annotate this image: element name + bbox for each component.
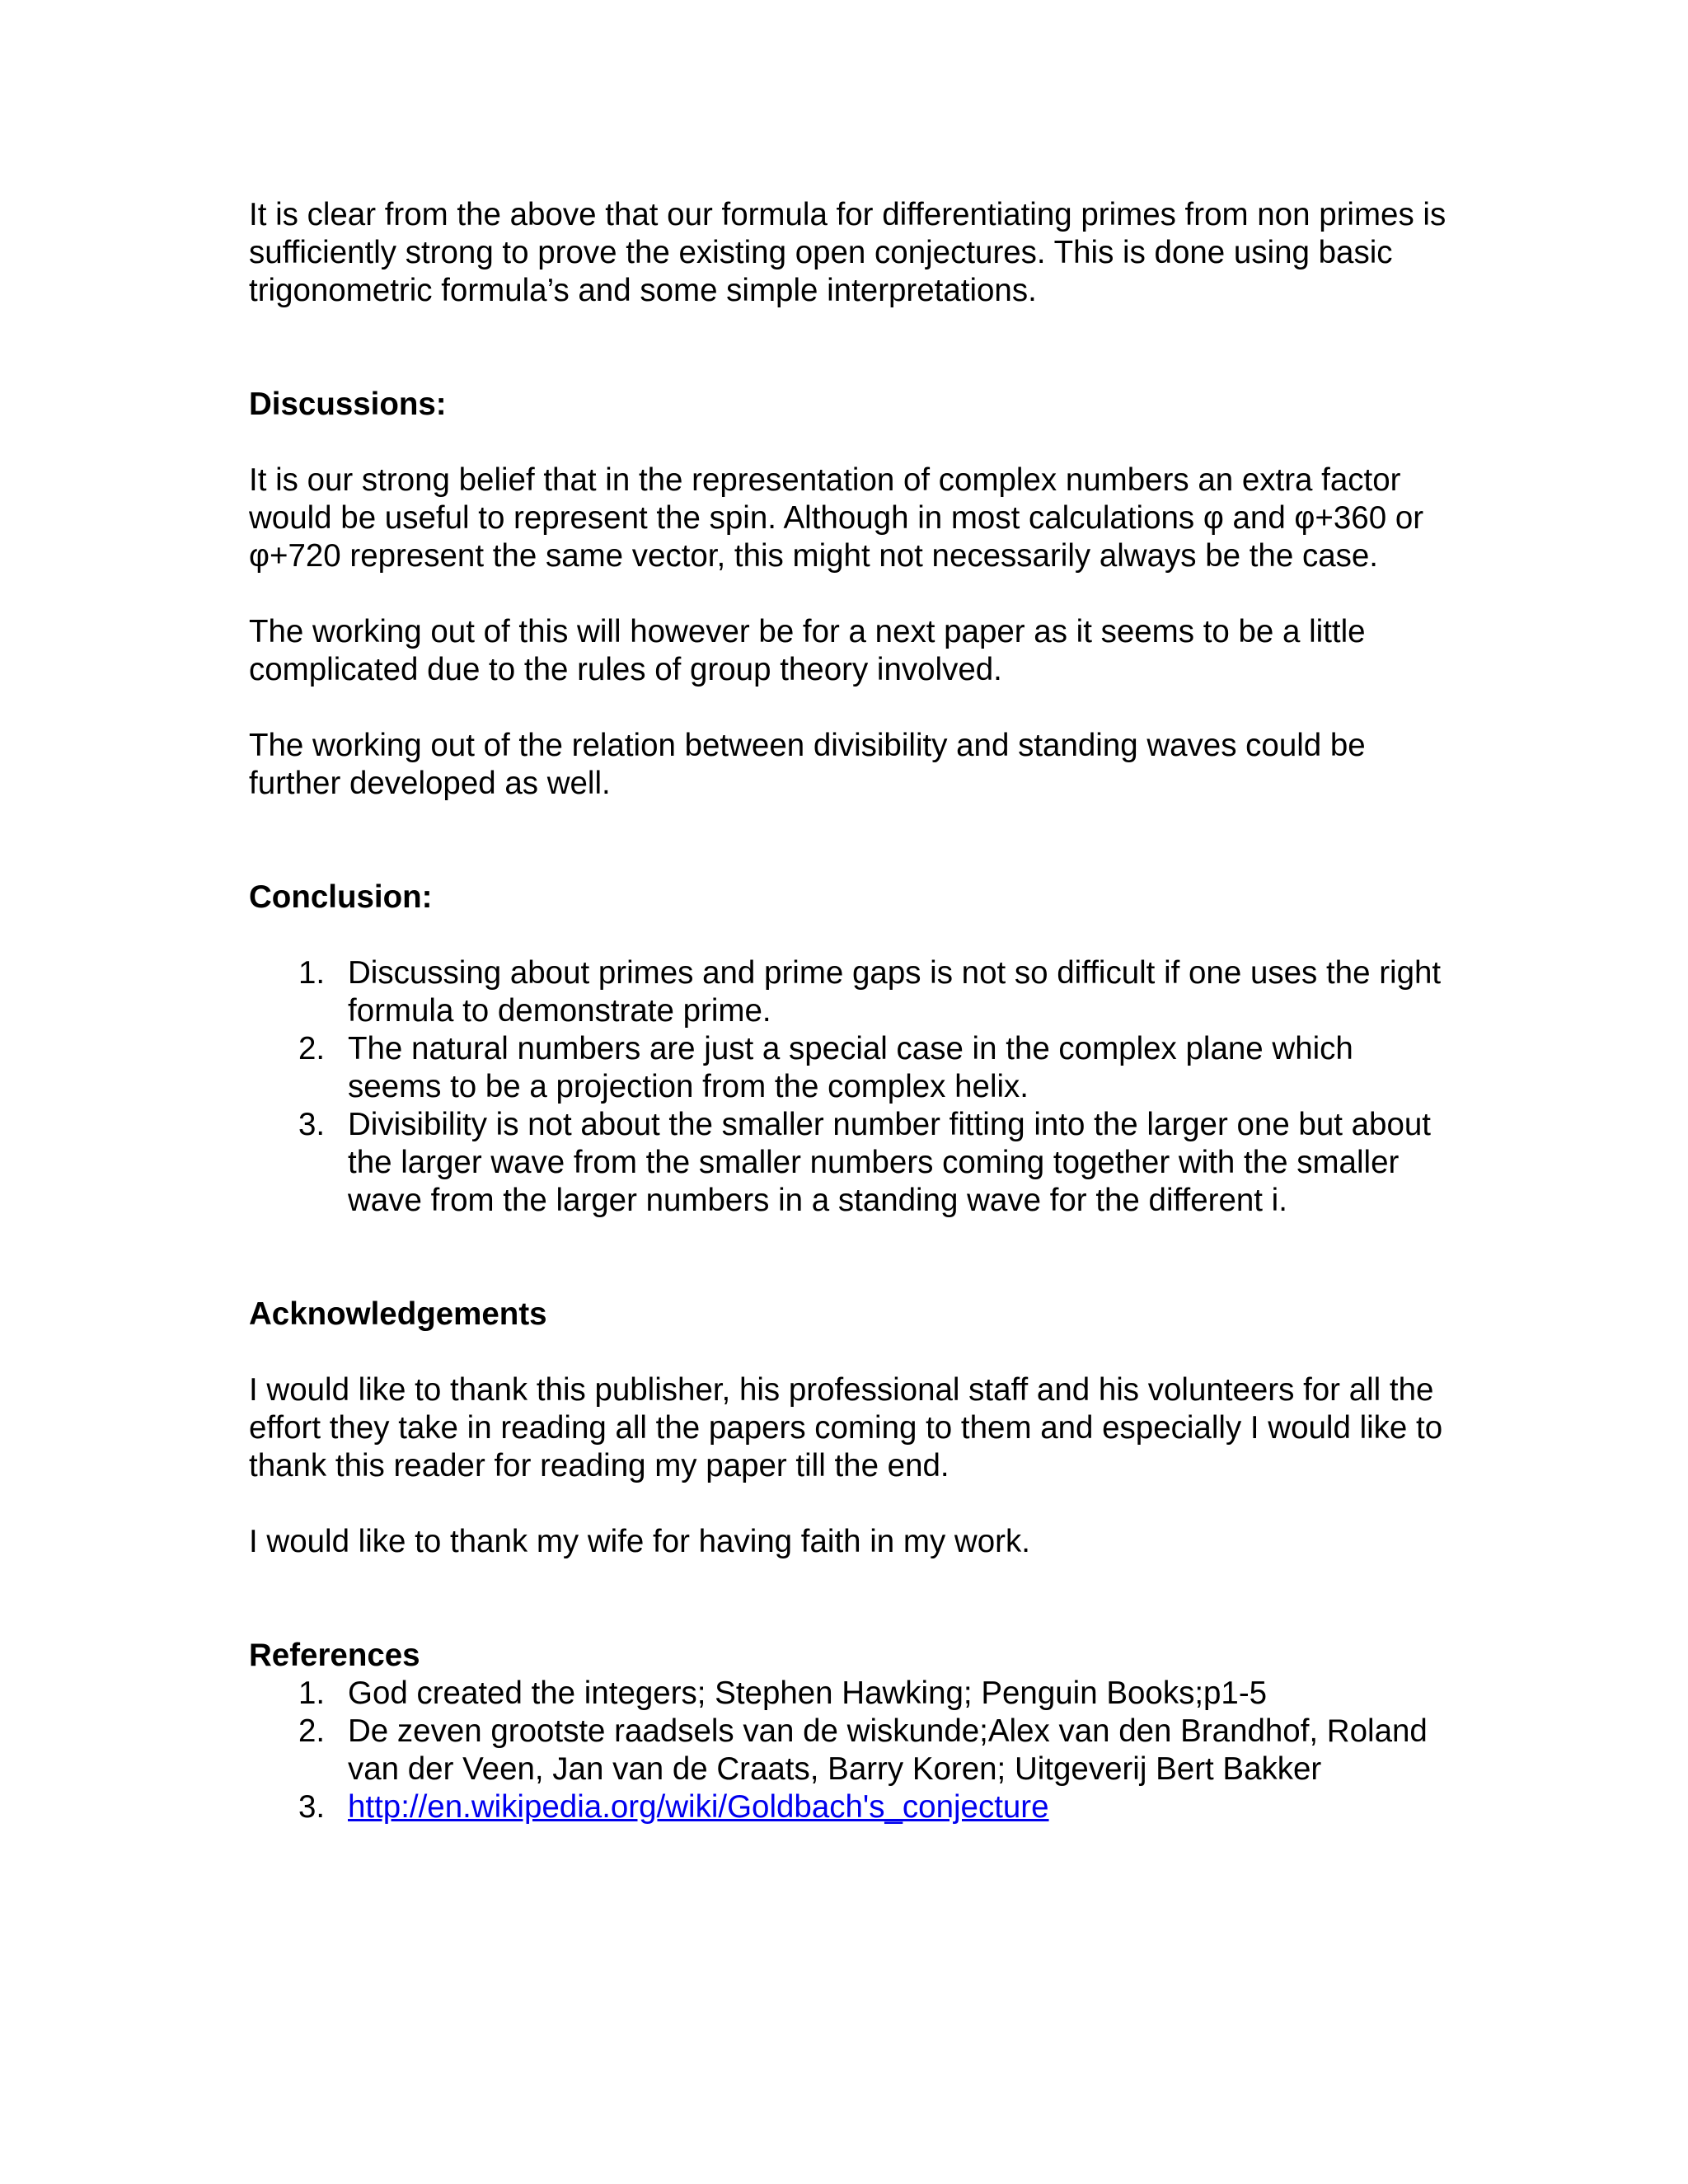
list-number: 2. <box>298 1031 326 1066</box>
list-item <box>249 1713 1452 1788</box>
list-item <box>249 954 1452 1030</box>
list-number: 3. <box>298 1789 326 1825</box>
acknowledgements-heading: Acknowledgements <box>249 1296 547 1332</box>
references-heading: References <box>249 1638 420 1673</box>
acknowledgements-paragraph: I would like to thank this publisher, his professional staff and his volunteers for all the effort they take in reading all the papers coming to them and especially I would like to thank this reader for reading my paper till the end. <box>249 1372 1443 1483</box>
list-number: 2. <box>298 1713 326 1749</box>
reference-text: God created the integers; Stephen Hawking; Penguin Books;p1-5 <box>348 1675 1268 1711</box>
acknowledgements-paragraph: I would like to thank my wife for having faith in my work. <box>249 1524 1030 1559</box>
list-item-text: Discussing about primes and prime gaps is not so difficult if one uses the right formula to demonstrate prime. <box>348 955 1442 1029</box>
discussions-paragraph: The working out of the relation between divisibility and standing waves could be further developed as well. <box>249 728 1366 801</box>
list-item <box>249 1675 1452 1713</box>
list-item-text: Divisibility is not about the smaller number fitting into the larger one but about the larger wave from the smaller numbers coming together with the smaller wave from the larger numbers in a standing wave for the different i. <box>348 1107 1431 1218</box>
references-list <box>249 1675 1452 1826</box>
discussions-paragraph: It is our strong belief that in the representation of complex numbers an extra factor would be useful to represent the spin. Although in most calculations φ and φ+360 or φ+720 represent the same vector, this might not necessarily always be the case. <box>249 462 1424 574</box>
discussions-heading: Discussions: <box>249 387 447 422</box>
list-number: 3. <box>298 1107 326 1142</box>
list-number: 1. <box>298 955 326 991</box>
list-number: 1. <box>298 1675 326 1711</box>
document-body <box>249 196 1452 1826</box>
list-item-text: The natural numbers are just a special case in the complex plane which seems to be a projection from the complex helix. <box>348 1031 1353 1104</box>
reference-text: De zeven grootste raadsels van de wiskunde;Alex van den Brandhof, Roland van der Veen, Jan van de Craats, Barry Koren; Uitgeverij Bert Bakker <box>348 1713 1428 1787</box>
conclusion-heading: Conclusion: <box>249 879 433 915</box>
intro-paragraph: It is clear from the above that our formula for differentiating primes from non primes is sufficiently strong to prove the existing open conjectures. This is done using basic trigonometric formula’s and some simple interpretations. <box>249 197 1447 308</box>
list-item <box>249 1030 1452 1106</box>
list-item <box>249 1106 1452 1220</box>
discussions-paragraph: The working out of this will however be for a next paper as it seems to be a little complicated due to the rules of group theory involved. <box>249 614 1366 687</box>
conclusion-list <box>249 954 1452 1220</box>
list-item <box>249 1788 1452 1826</box>
reference-link[interactable]: http://en.wikipedia.org/wiki/Goldbach's_conjecture <box>348 1789 1049 1825</box>
